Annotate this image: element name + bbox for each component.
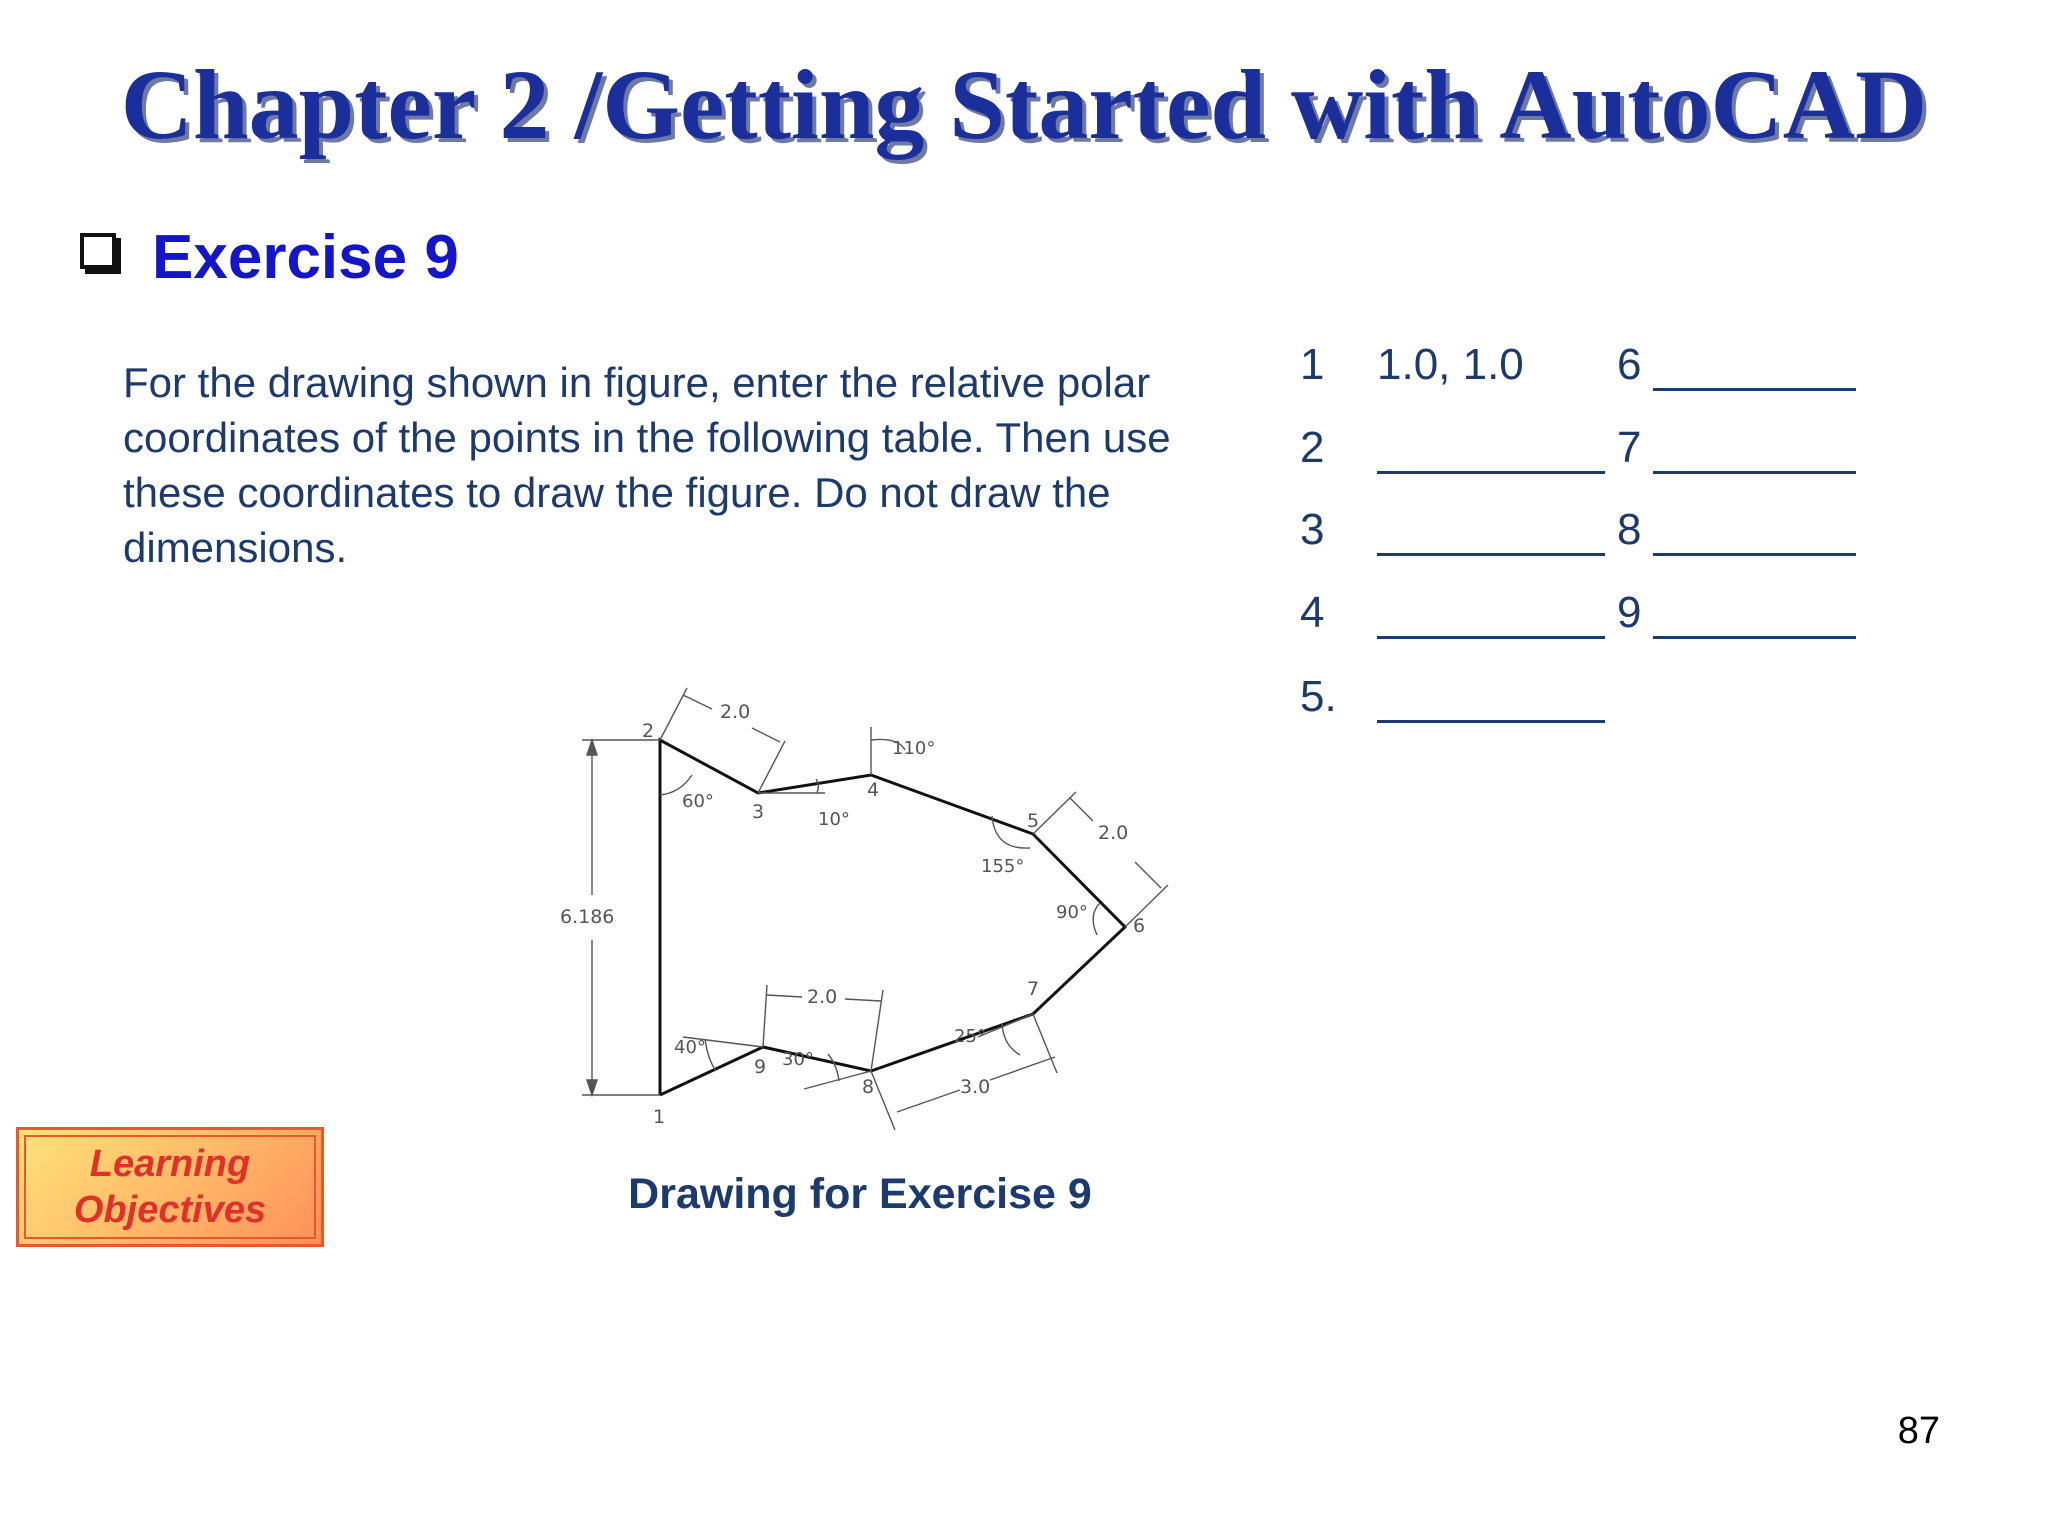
page-number: 87 <box>1897 1410 1940 1452</box>
learning-objectives-button[interactable] <box>16 1127 324 1247</box>
point-label: 2 <box>642 720 655 742</box>
answer-blank[interactable] <box>1377 720 1605 723</box>
point-label: 5 <box>1027 810 1040 832</box>
angle-label: 30° <box>782 1049 814 1070</box>
point-coordinate: 1.0, 1.0 <box>1377 340 1524 389</box>
learning-objectives-label: Learning Objectives <box>73 1143 267 1231</box>
point-number: 3 <box>1300 505 1325 554</box>
answer-blank[interactable] <box>1377 553 1605 556</box>
answer-blank[interactable] <box>1653 636 1856 639</box>
angle-label: 10° <box>818 809 850 830</box>
point-number: 9 <box>1617 588 1642 637</box>
point-number: 7 <box>1617 423 1642 472</box>
exercise-drawing <box>540 665 1180 1135</box>
point-number: 2 <box>1300 423 1325 472</box>
point-number: 4 <box>1300 588 1325 637</box>
point-label: 3 <box>752 801 765 823</box>
angle-label: 60° <box>682 791 714 812</box>
length-dimension: 2.0 <box>1098 822 1129 844</box>
angle-values <box>674 738 1088 1070</box>
angle-label: 155° <box>981 856 1025 877</box>
length-dimension: 2.0 <box>720 701 751 723</box>
point-number: 6 <box>1617 340 1642 389</box>
height-dimension: 6.186 <box>560 906 615 928</box>
point-label: 1 <box>653 1106 666 1128</box>
point-number: 1 <box>1300 340 1325 389</box>
point-label: 4 <box>867 779 880 801</box>
learning-objectives-frame <box>24 1135 316 1239</box>
hollow-square-bullet-icon <box>80 233 116 269</box>
point-label: 8 <box>862 1076 875 1098</box>
point-number: 5. <box>1300 672 1337 721</box>
point-label: 9 <box>754 1056 767 1078</box>
angle-label: 110° <box>892 738 936 759</box>
answer-blank[interactable] <box>1653 553 1856 556</box>
answer-blank[interactable] <box>1653 388 1856 391</box>
point-number: 8 <box>1617 505 1642 554</box>
answer-blank[interactable] <box>1377 636 1605 639</box>
angle-label: 90° <box>1056 902 1088 923</box>
answer-blank[interactable] <box>1653 471 1856 474</box>
length-dimension: 2.0 <box>807 986 838 1008</box>
point-label: 7 <box>1027 978 1040 1000</box>
exercise-heading: Exercise 9 <box>152 223 459 292</box>
slide-title: Chapter 2 /Getting Started with AutoCAD <box>120 49 1928 160</box>
drawing-caption: Drawing for Exercise 9 <box>628 1170 1092 1218</box>
point-label: 6 <box>1133 915 1146 937</box>
instructions-text: For the drawing shown in figure, enter the relative polar coordinates of the points in the following table. Then use these coordinates to draw the figure. Do not draw the dimensions. <box>123 359 1171 571</box>
angle-label: 25° <box>954 1026 986 1047</box>
answer-blank[interactable] <box>1377 471 1605 474</box>
length-dimension: 3.0 <box>960 1076 991 1098</box>
angle-label: 40° <box>674 1037 706 1058</box>
